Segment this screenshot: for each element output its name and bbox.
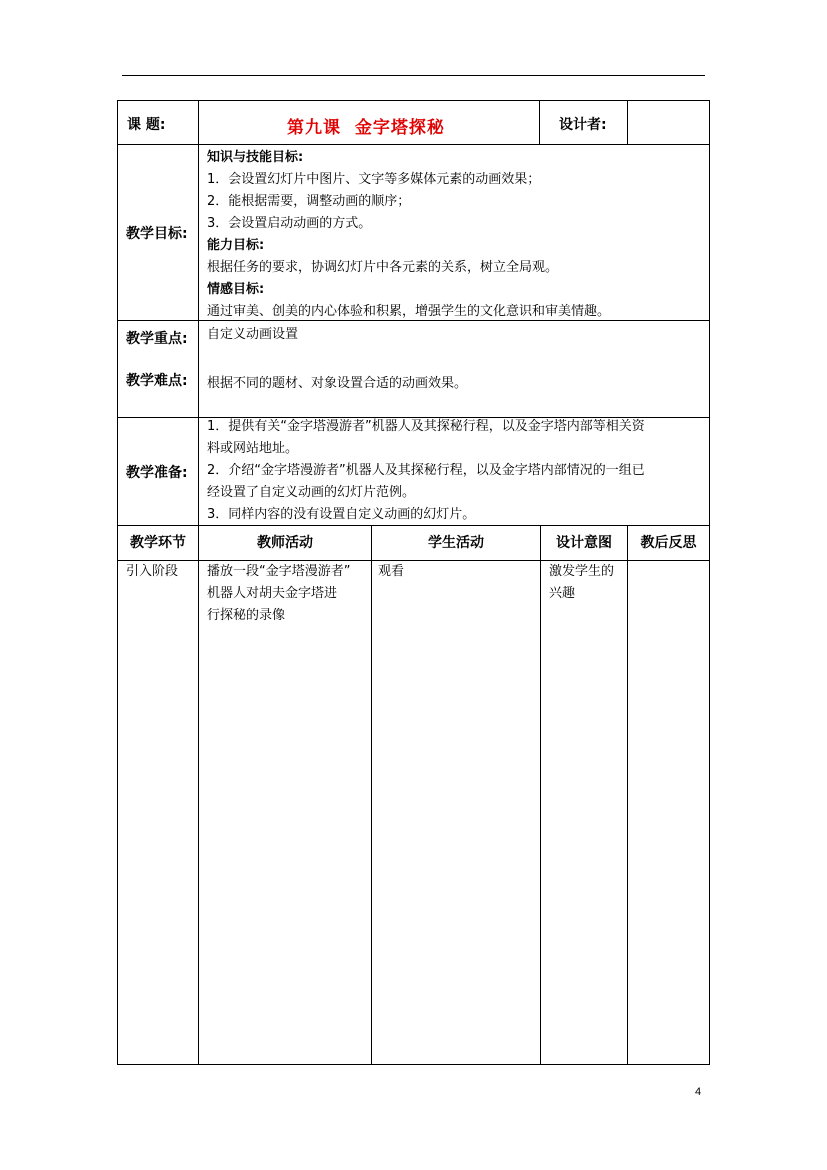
stage-cell xyxy=(117,560,199,1065)
header-student-cell xyxy=(371,525,541,561)
objectives-label-cell xyxy=(117,144,199,321)
lesson-title: 第九课 金字塔探秘 xyxy=(287,118,445,138)
key-point-label: 教学重点: xyxy=(126,331,188,347)
preparation-label-cell xyxy=(117,417,199,526)
column-header: 教师活动 xyxy=(257,535,313,551)
student-activity-text: 观看 xyxy=(378,564,405,579)
header-stage-cell xyxy=(117,525,199,561)
design-intent-line: 激发学生的 xyxy=(549,564,615,579)
preparation-line: 1．提供有关“金字塔漫游者”机器人及其探秘行程，以及金字塔内部等相关资 xyxy=(207,419,645,434)
objectives-label: 教学目标: xyxy=(126,226,188,242)
preparation-label: 教学准备: xyxy=(126,465,188,481)
page-number: 4 xyxy=(695,1086,702,1098)
topic-label-cell xyxy=(117,100,199,145)
keypoints-content-cell xyxy=(198,320,710,418)
column-header: 教后反思 xyxy=(640,535,697,551)
preparation-line: 料或网站地址。 xyxy=(207,441,299,456)
teacher-activity-line: 播放一段“金字塔漫游者” xyxy=(207,564,351,579)
knowledge-item: 2．能根据需要，调整动画的顺序； xyxy=(207,194,411,209)
designer-value-cell xyxy=(627,100,710,145)
column-header: 学生活动 xyxy=(428,535,484,551)
teacher-activity-line: 行探秘的录像 xyxy=(207,608,286,623)
design-intent-cell xyxy=(540,560,628,1065)
objectives-content-cell xyxy=(198,144,710,321)
key-point-text: 自定义动画设置 xyxy=(207,327,299,342)
designer-label: 设计者: xyxy=(559,117,607,133)
emotion-heading: 情感目标: xyxy=(207,282,265,297)
emotion-text: 通过审美、创美的内心体验和积累，增强学生的文化意识和审美情趣。 xyxy=(207,304,611,319)
knowledge-item: 1．会设置幻灯片中图片、文字等多媒体元素的动画效果； xyxy=(207,172,541,187)
difficult-point-label: 教学难点: xyxy=(126,373,188,389)
knowledge-heading: 知识与技能目标: xyxy=(207,150,304,165)
ability-heading: 能力目标: xyxy=(207,238,265,253)
teacher-activity-cell xyxy=(198,560,372,1065)
design-intent-line: 兴趣 xyxy=(549,586,576,601)
teacher-activity-line: 机器人对胡夫金字塔进 xyxy=(207,586,338,601)
difficult-point-text: 根据不同的题材、对象设置合适的动画效果。 xyxy=(207,376,468,391)
ability-text: 根据任务的要求，协调幻灯片中各元素的关系，树立全局观。 xyxy=(207,260,559,275)
preparation-line: 经设置了自定义动画的幻灯片范例。 xyxy=(207,485,416,500)
header-rule xyxy=(122,75,705,76)
preparation-content-cell xyxy=(198,417,710,526)
student-activity-cell xyxy=(371,560,541,1065)
designer-label-cell xyxy=(539,100,628,145)
topic-label: 课 题: xyxy=(127,117,166,133)
knowledge-item: 3．会设置启动动画的方式。 xyxy=(207,216,372,231)
header-teacher-cell xyxy=(198,525,372,561)
header-intent-cell xyxy=(540,525,628,561)
preparation-line: 2．介绍“金字塔漫游者”机器人及其探秘行程，以及金字塔内部情况的一组已 xyxy=(207,463,645,478)
header-reflection-cell xyxy=(627,525,710,561)
reflection-cell xyxy=(627,560,710,1065)
preparation-line: 3．同样内容的没有设置自定义动画的幻灯片。 xyxy=(207,507,476,522)
column-header: 设计意图 xyxy=(556,535,612,551)
keypoints-label-cell xyxy=(117,320,199,418)
column-header: 教学环节 xyxy=(130,535,186,551)
stage-text: 引入阶段 xyxy=(126,564,179,579)
title-cell xyxy=(198,100,540,145)
